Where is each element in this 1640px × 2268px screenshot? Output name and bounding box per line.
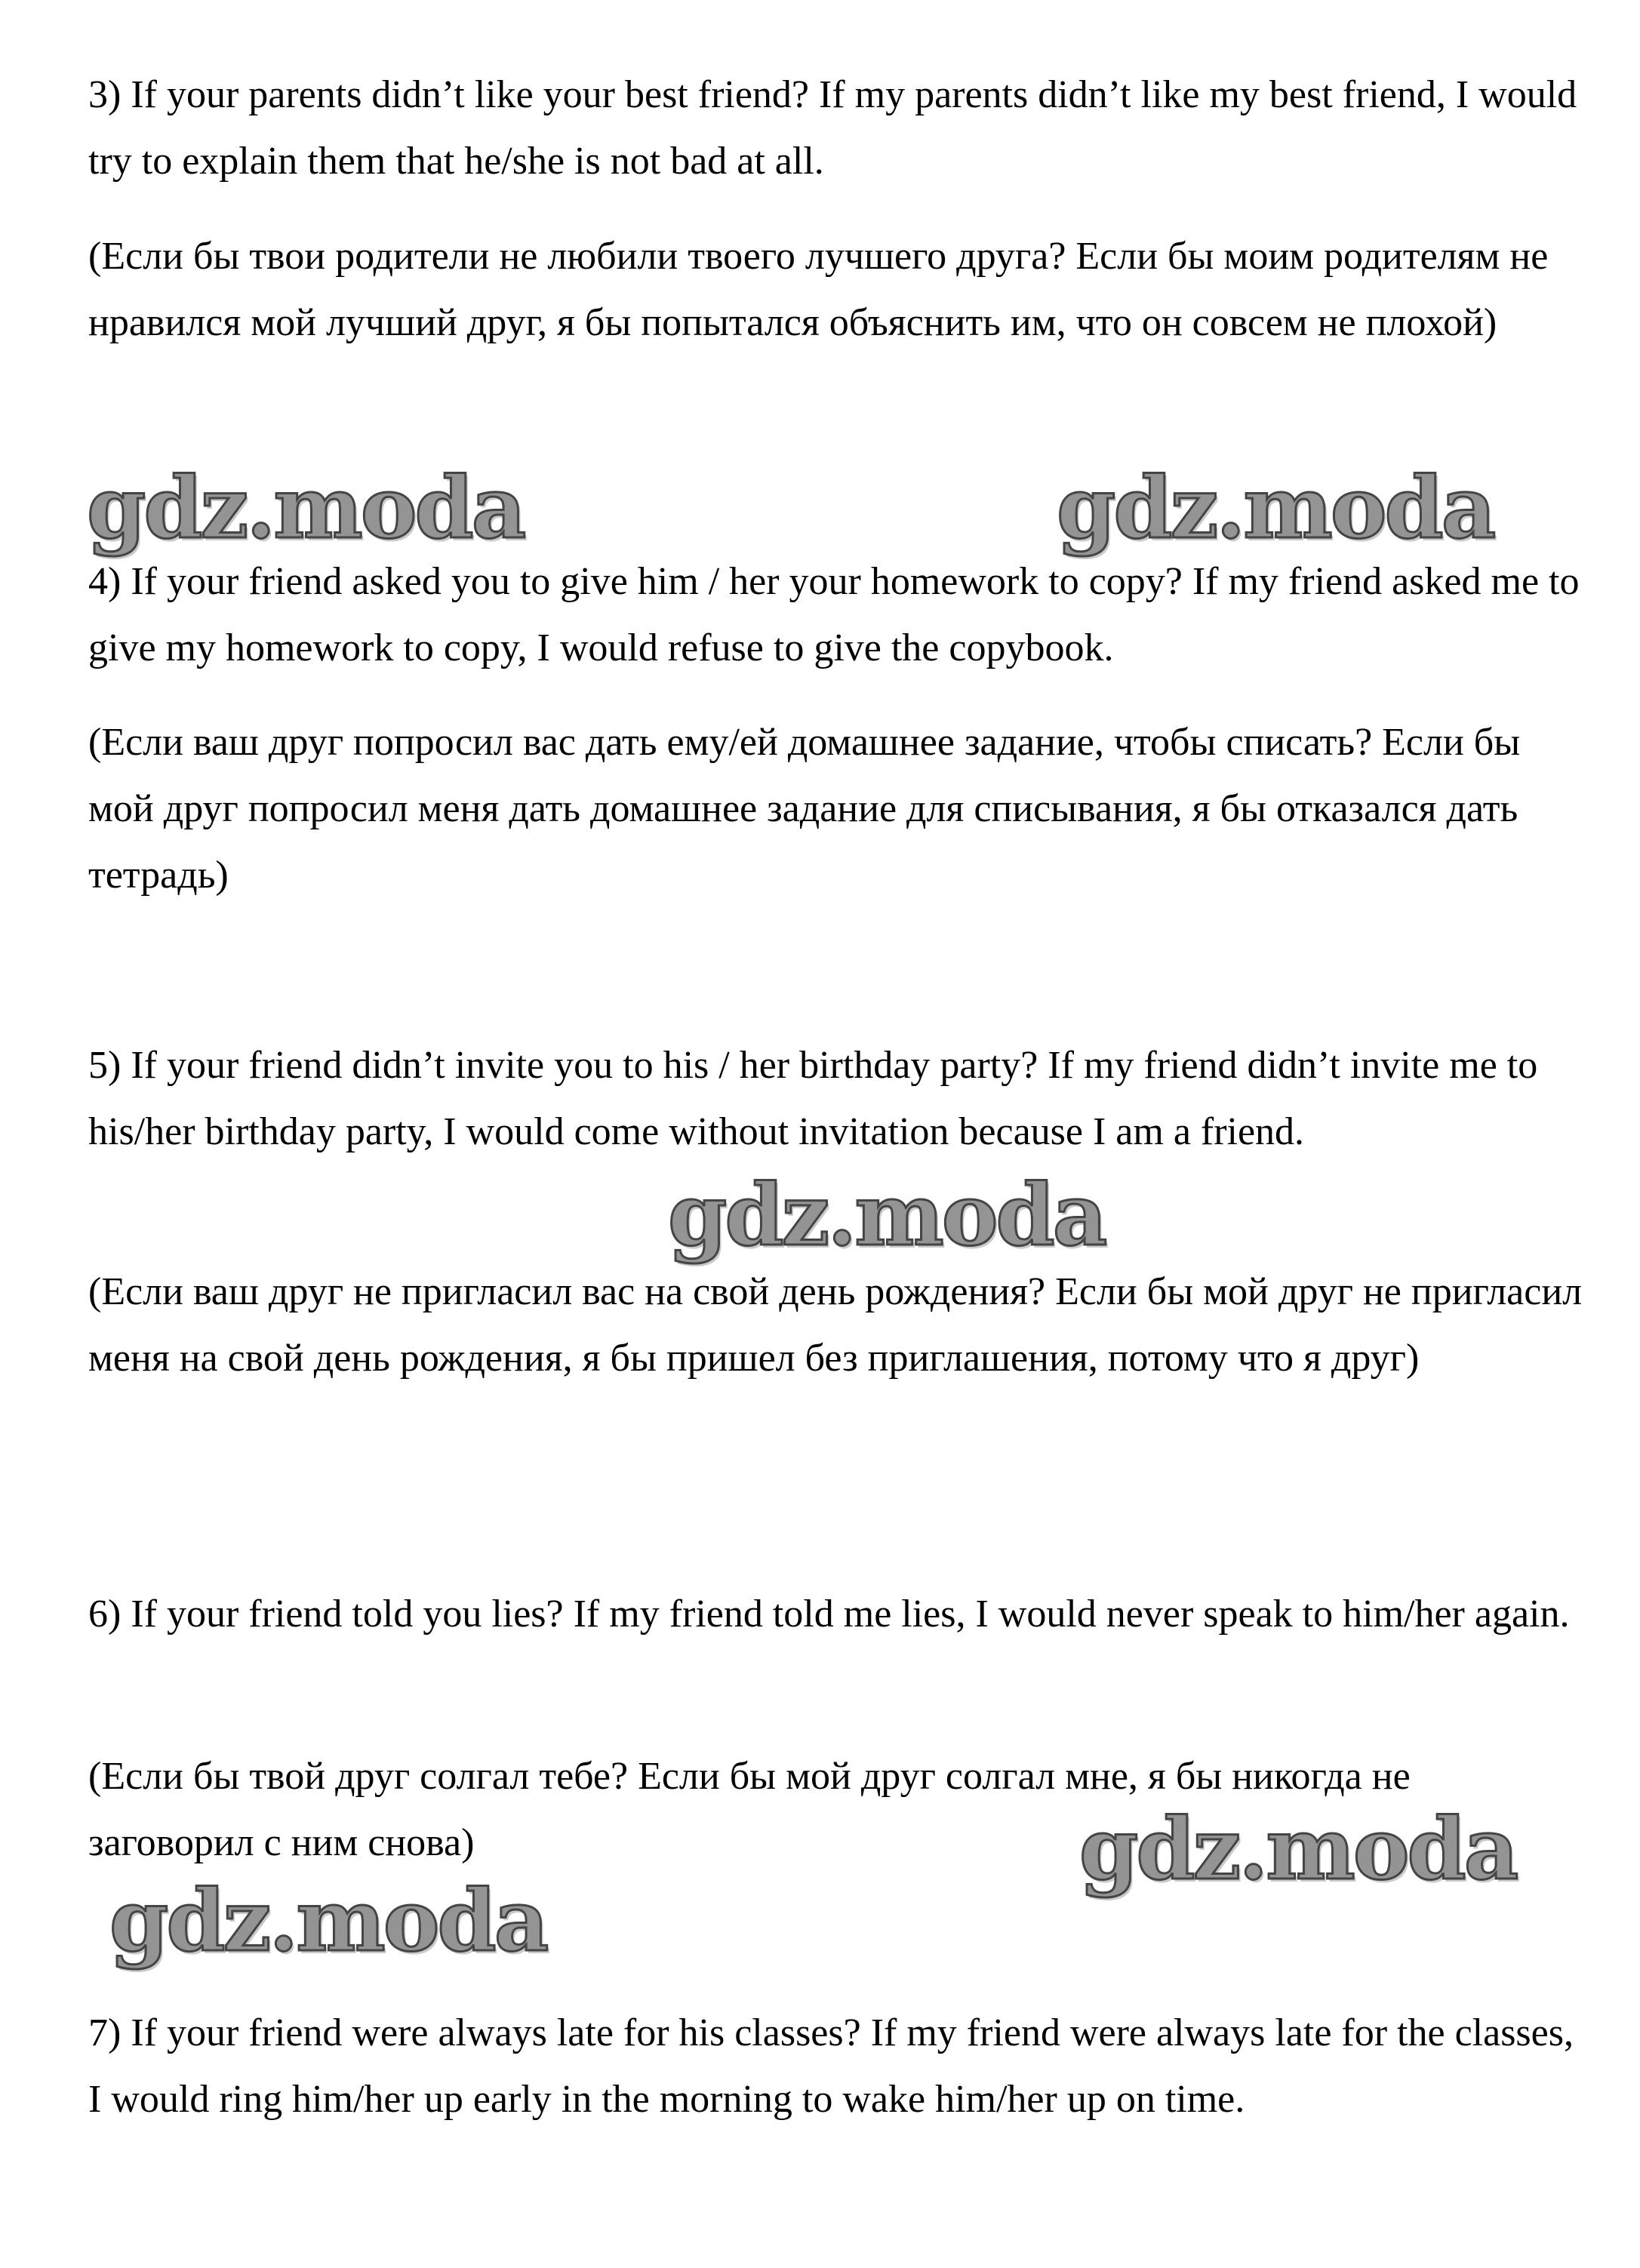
item-4-english: 4) If your friend asked you to give him / her your homework to copy? If my friend asked me to give my homework to copy, I would refuse to give the copybook.	[88, 560, 1580, 669]
watermark-logo: gdz.moda	[668, 1166, 1106, 1265]
item-3-russian: (Если бы твои родители не любили твоего лучшего друга? Если бы моим родителям не нравился мой лучший друг, я бы попытался объяснить им, что он совсем не плохой)	[88, 235, 1549, 344]
watermark-logo: gdz.moda	[1057, 459, 1494, 558]
item-3-english: 3) If your parents didn’t like your best friend? If my parents didn’t like my best friend, I would try to explain them that he/she is not bad at all.	[88, 73, 1577, 183]
item-4-russian: (Если ваш друг попросил вас дать ему/ей домашнее задание, чтобы списать? Если бы мой друг попросил меня дать домашнее задание для списывания, я бы отказался дать тетрадь)	[88, 721, 1521, 897]
item-6-russian: (Если бы твой друг солгал тебе? Если бы мой друг солгал мне, я бы никогда не заговорил с ним снова)	[88, 1755, 1411, 1864]
watermark-logo: gdz.moda	[87, 459, 525, 558]
watermark-logo: gdz.moda	[109, 1872, 547, 1971]
item-7-english: 7) If your friend were always late for his classes? If my friend were always late for the classes, I would ring him/her up early in the morning to wake him/her up on time.	[88, 2011, 1574, 2121]
item-6-english: 6) If your friend told you lies? If my friend told me lies, I would never speak to him/her again.	[88, 1593, 1570, 1636]
watermark-logo: gdz.moda	[1079, 1800, 1517, 1899]
item-5-russian: (Если ваш друг не пригласил вас на свой день рождения? Если бы мой друг не пригласил меня на свой день рождения, я бы пришел без приглашения, потому что я друг)	[88, 1270, 1583, 1380]
item-5-english: 5) If your friend didn’t invite you to his / her birthday party? If my friend didn’t invite me to his/her birthday party, I would come without invitation because I am a friend.	[88, 1044, 1538, 1153]
